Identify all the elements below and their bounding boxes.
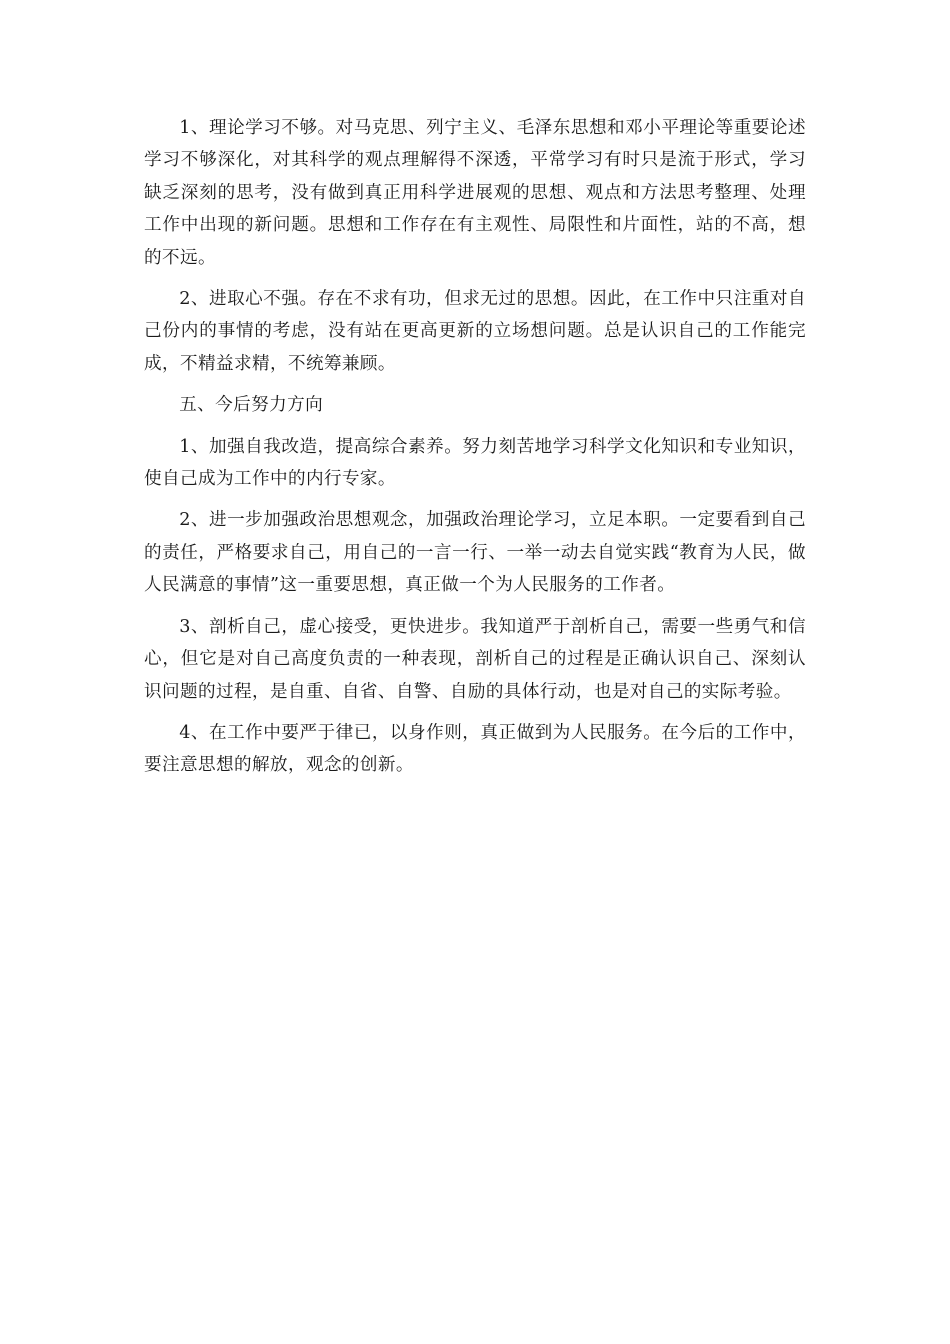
paragraph-self-discipline: 4、在工作中要严于律已，以身作则，真正做到为人民服务。在今后的工作中，要注意思想的解放，观念的创新。 xyxy=(144,722,806,776)
paragraph-ambition: 2、进取心不强。存在不求有功，但求无过的思想。因此，在工作中只注重对自己份内的事情的考虑，没有站在更高更新的立场想问题。总是认识自己的工作能完成，不精益求精，不统筹兼顾。 xyxy=(144,289,806,374)
paragraph-self-improvement: 1、加强自我改造，提高综合素养。努力刻苦地学习科学文化知识和专业知识，使自己成为工作中的内行专家。 xyxy=(144,436,806,490)
paragraph-theory-study: 1、理论学习不够。对马克思、列宁主义、毛泽东思想和邓小平理论等重要论述学习不够深化，对其科学的观点理解得不深透，平常学习有时只是流于形式，学习缺乏深刻的思考，没有做到真正用科学进展观的思想、观点和方法思考整理、处理工作中出现的新问题。思想和工作存在有主观性、局限性和片面性，站的不高，想的不远。 xyxy=(144,118,806,268)
paragraph-political-thought: 2、进一步加强政治思想观念，加强政治理论学习，立足本职。一定要看到自己的责任，严格要求自己，用自己的一言一行、一举一动去自觉实践“教育为人民，做人民满意的事情”这一重要思想，真正做一个为人民服务的工作者。 xyxy=(144,510,806,596)
document-body xyxy=(144,112,806,791)
paragraph-self-analysis: 3、剖析自己，虚心接受，更快进步。我知道严于剖析自己，需要一些勇气和信心，但它是对自己高度负责的一种表现，剖析自己的过程是正确认识自己、深刻认识问题的过程，是自重、自省、自警、自励的具体行动，也是对自己的实际考验。 xyxy=(144,616,806,702)
section-heading-future-direction: 五、今后努力方向 xyxy=(179,395,324,416)
